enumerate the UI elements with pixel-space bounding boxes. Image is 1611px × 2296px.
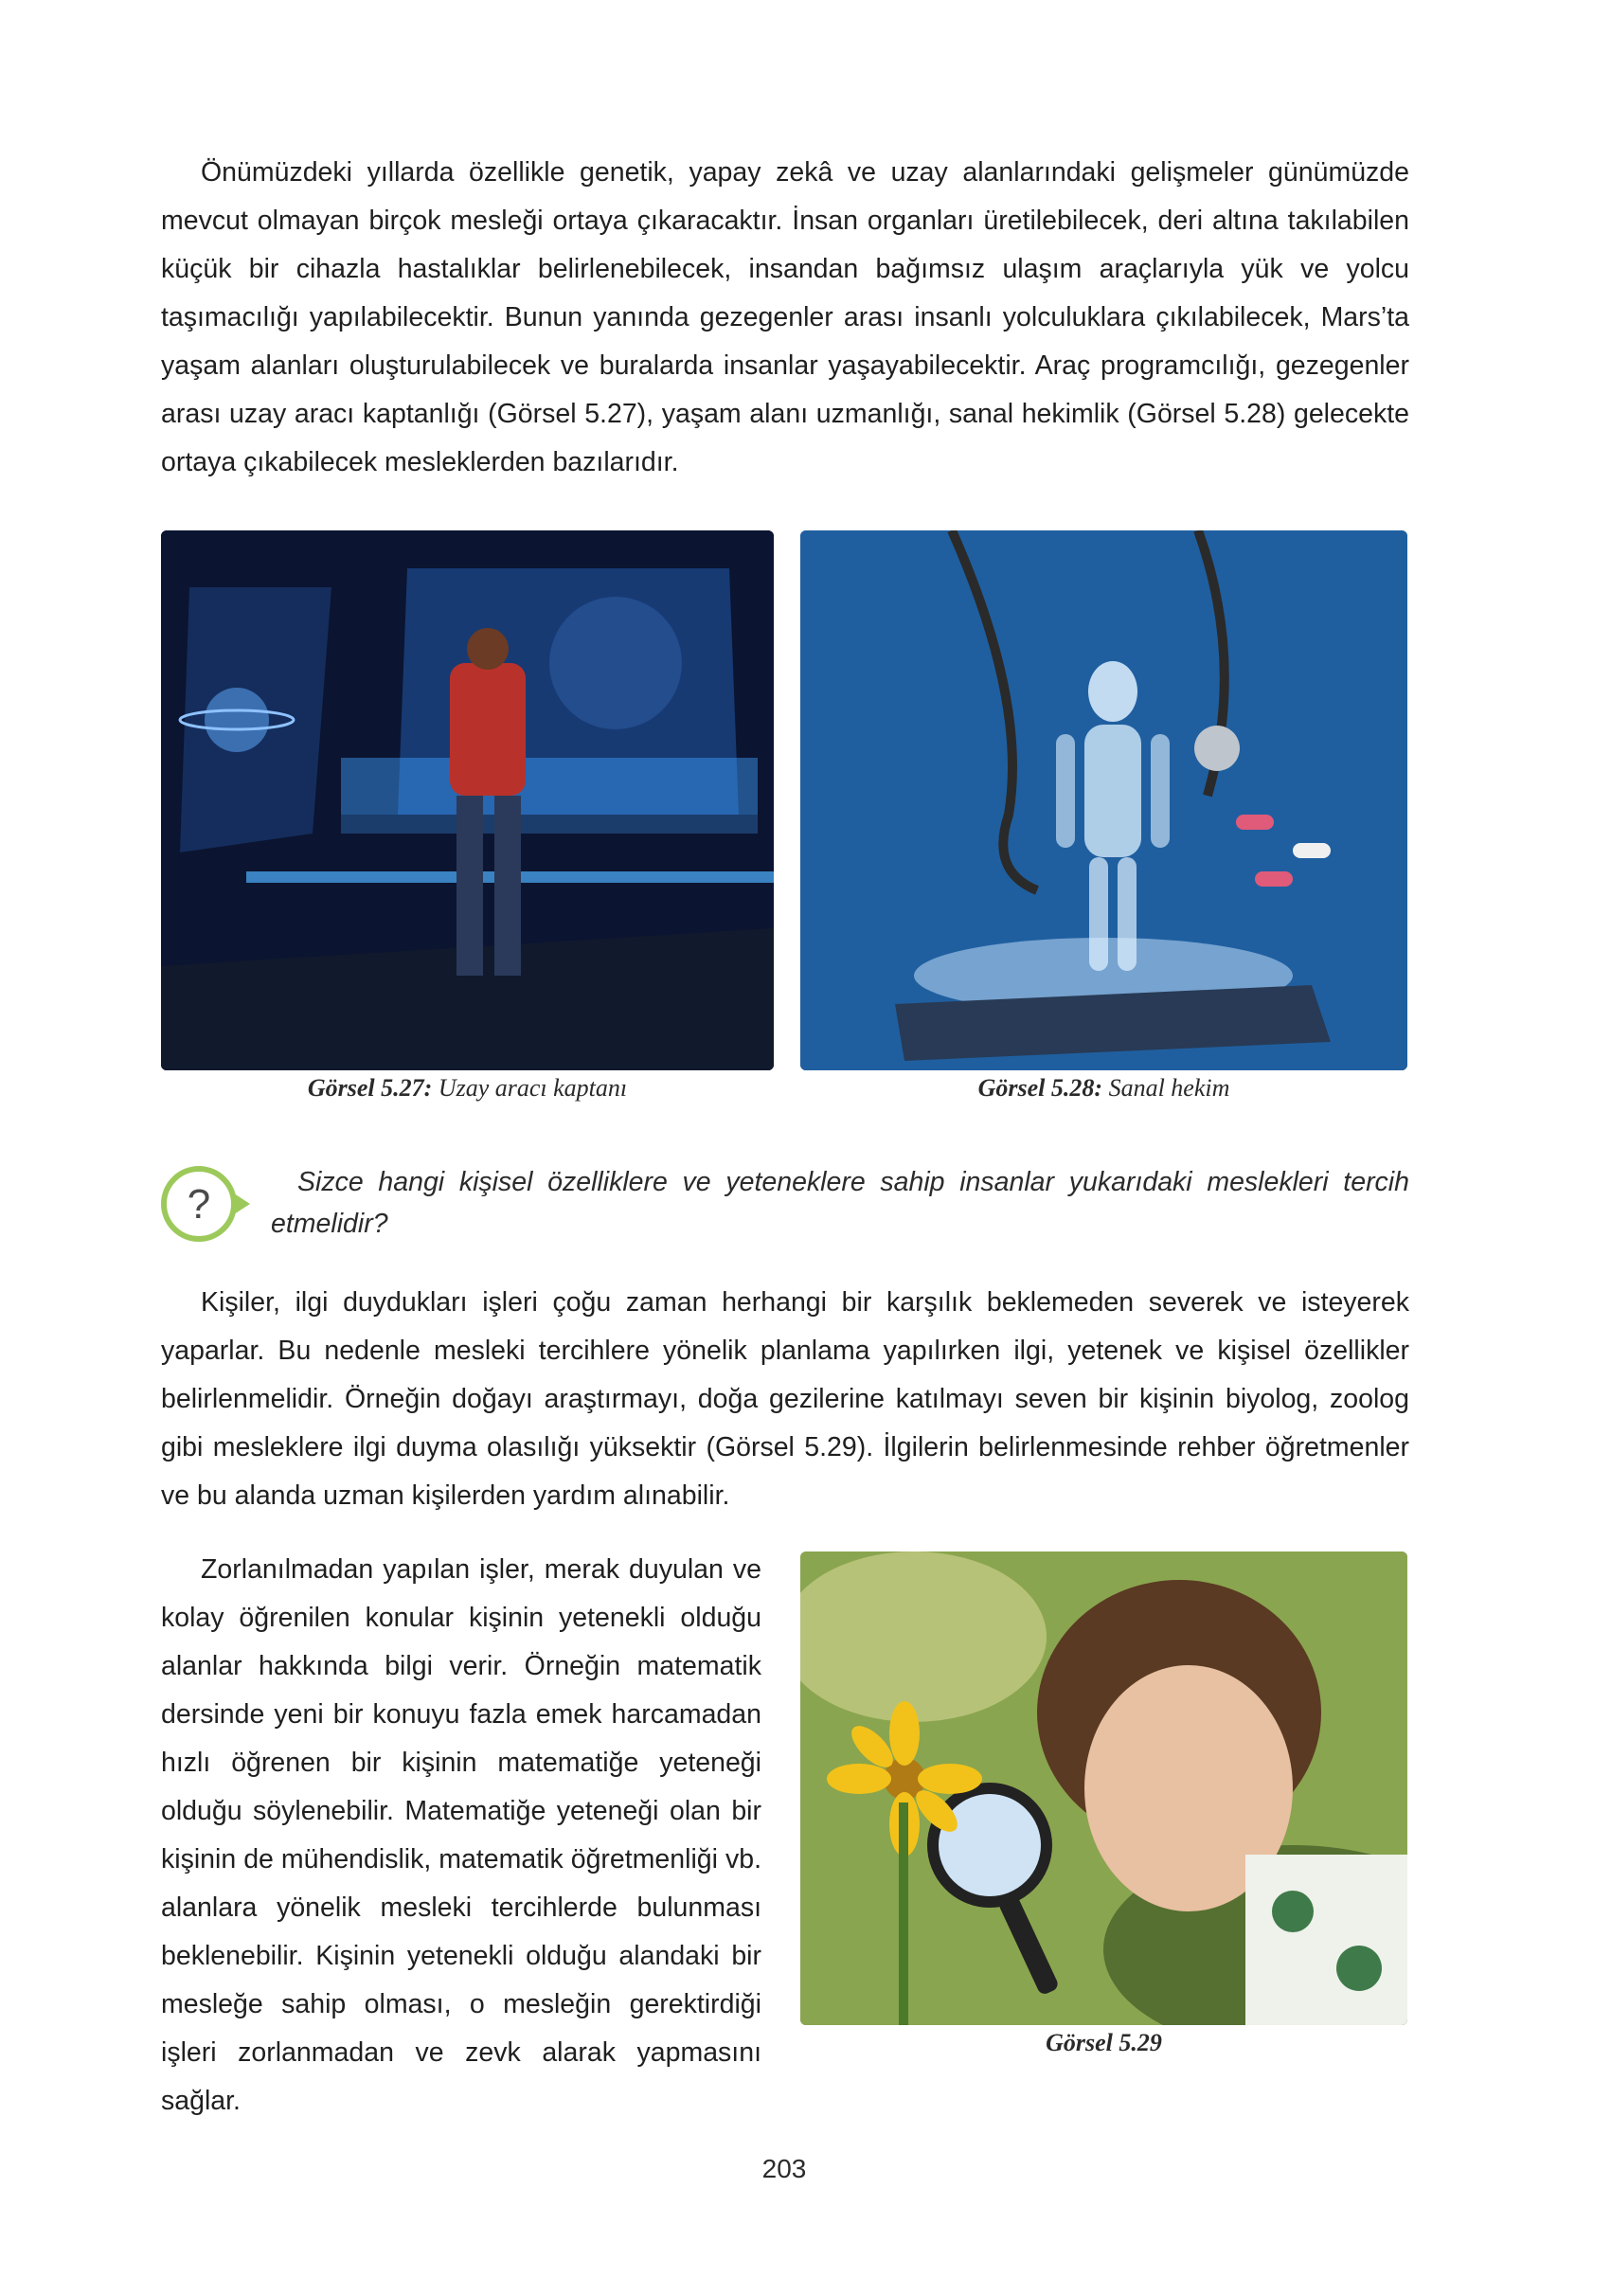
intro-paragraph: Önümüzdeki yıllarda özellikle genetik, yapay zekâ ve uzay alanlarındaki gelişmeler günümüzde mevcut olmayan birçok mesleği ortaya çıkaracaktır. İnsan organları üretilebilecek, deri altına takılabilen küçük bir cihazla hastalıklar belirlenebilecek, insandan bağımsız ulaşım araçlarıyla yük ve yolcu taşımacılığı yapılabilecektir. Bunun yanında gezegenler arası insanlı yolculuklara çıkılabilecek, Mars’ta yaşam alanları oluşturulabilecek ve buralarda insanlar yaşayabilecektir. Araç programcılığı, gezegenler arası uzay aracı kaptanlığı (Görsel 5.27), yaşam alanı uzmanlığı, sanal hekimlik (Görsel 5.28) gelecekte ortaya çıkabilecek mesleklerden bazılarıdır. (161, 157, 1409, 477)
svg-text:?: ? (187, 1181, 211, 1228)
question-mark-icon (159, 1161, 254, 1247)
figure-caption-5-28 (800, 1074, 1407, 1103)
figure-label: Görsel 5.28: (977, 1074, 1103, 1102)
figure-label: Görsel 5.27: (307, 1074, 433, 1102)
page-number: 203 (761, 2154, 807, 2183)
abilities-paragraph: Zorlanılmadan yapılan işler, merak duyulan ve kolay öğrenilen konular kişinin yetenekli olduğu alanlar hakkında bilgi verir. Örneğin matematik dersinde yeni bir konuyu fazla emek harcamadan hızlı öğrenen bir kişinin matematiğe yeteneği olduğu söylenebilir. Matematiğe yeteneği olan bir kişinin de mühendislik, matematik öğretmenliği vb. alanlara yönelik mesleki tercihlerde bulunması beklenebilir. Kişinin yetenekli olduğu alandaki bir mesleğe sahip olması, o mesleğin gerektirdiği işleri zorlanmadan ve zevk alarak yapmasını sağlar. (161, 1554, 761, 2116)
figure-caption-text: Sanal hekim (1108, 1074, 1230, 1102)
figure-label: Görsel 5.29 (1046, 2029, 1162, 2056)
figure-caption-5-29 (800, 2029, 1407, 2057)
spaceship-captain-image (161, 530, 774, 1070)
figure-caption-text: Uzay aracı kaptanı (438, 1074, 628, 1102)
reflection-question: Sizce hangi kişisel özelliklere ve yeteneklere sahip insanlar yukarıdaki meslekleri tercih etmelidir? (271, 1167, 1409, 1239)
figure-caption-5-27 (161, 1074, 774, 1103)
virtual-doctor-image (800, 530, 1407, 1070)
girl-with-magnifier-image (800, 1552, 1407, 2025)
interests-paragraph: Kişiler, ilgi duydukları işleri çoğu zaman herhangi bir karşılık beklemeden severek ve isteyerek yaparlar. Bu nedenle mesleki tercihlere yönelik planlama yapılırken ilgi, yetenek ve kişisel özellikler belirlenmelidir. Örneğin doğayı araştırmayı, doğa gezilerine katılmayı seven bir kişinin biyolog, zoolog gibi mesleklere ilgi duyma olasılığı yüksektir (Görsel 5.29). İlgilerin belirlenmesinde rehber öğretmenler ve bu alanda uzman kişilerden yardım alınabilir. (161, 1287, 1409, 1511)
